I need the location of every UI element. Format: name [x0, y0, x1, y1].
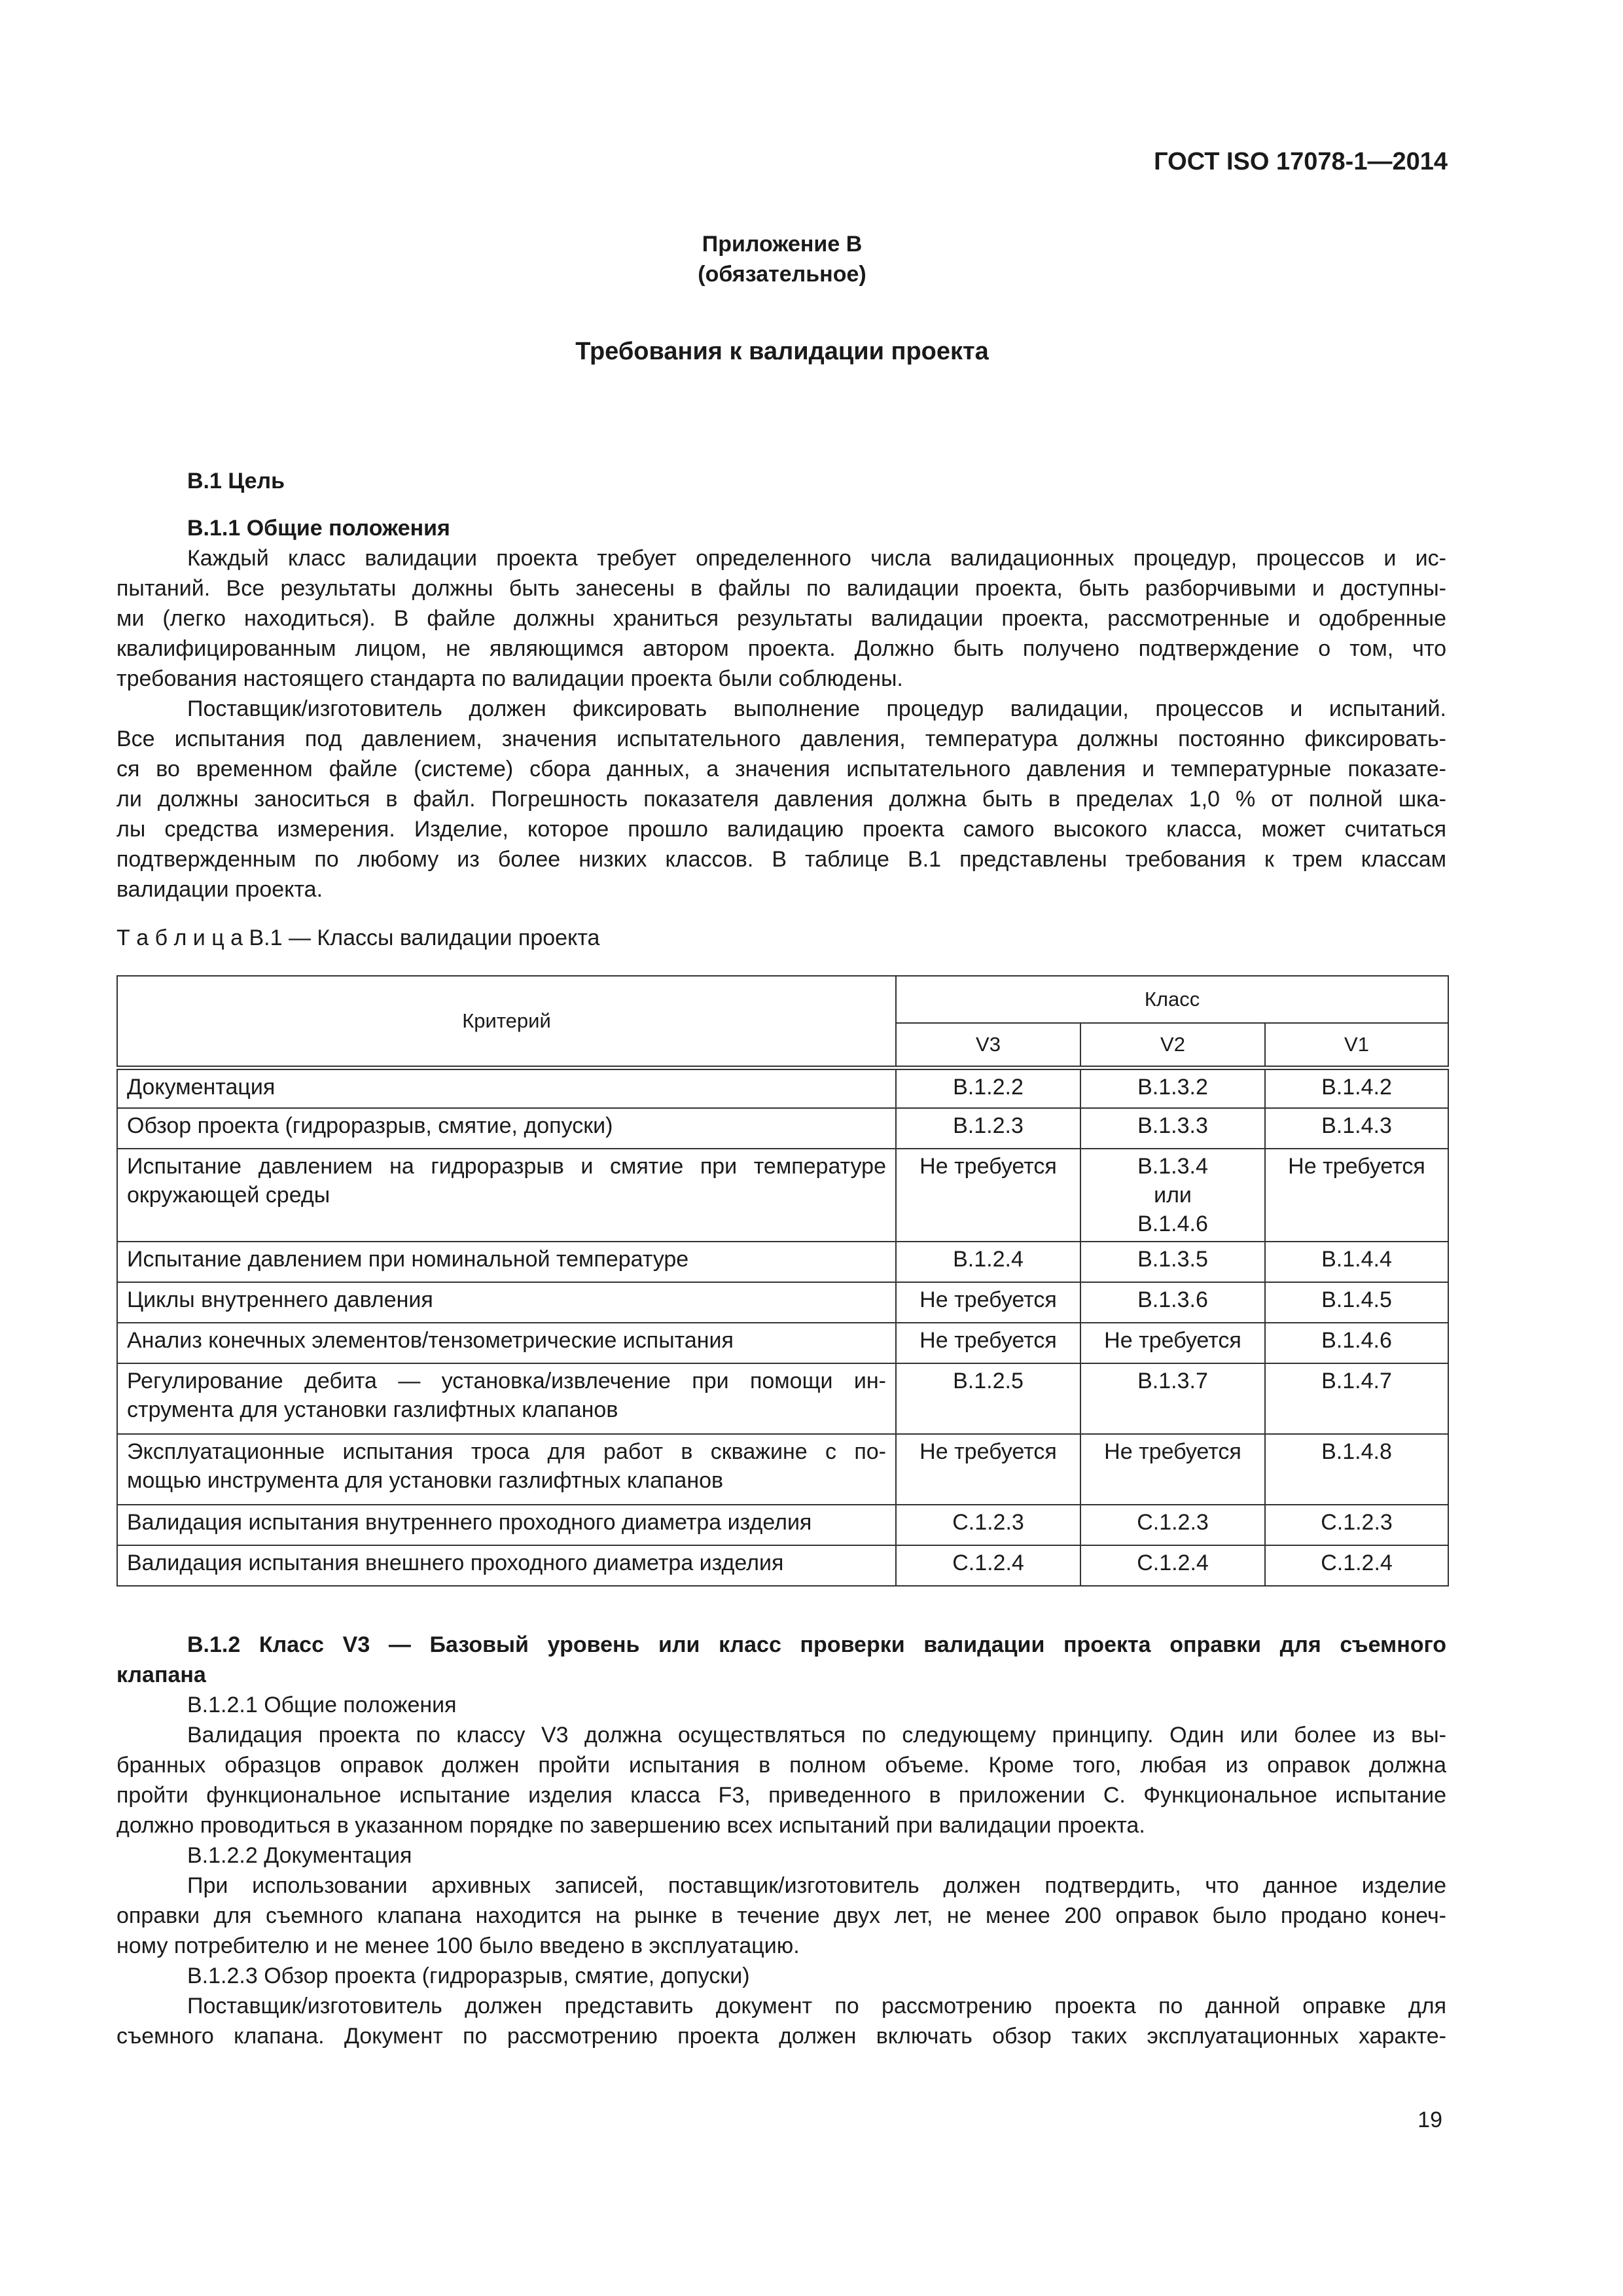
class-v1-cell-line: С.1.2.3 [1321, 1510, 1393, 1535]
class-v2-cell [1080, 1108, 1265, 1149]
b123-p-line: съемного клапана. Документ по рассмотрению проекта должен включать обзор таких эксплуатационных характе- [116, 2024, 1446, 2049]
class-v1-cell-line: В.1.4.3 [1321, 1113, 1392, 1138]
class-v3-cell [896, 1545, 1080, 1586]
class-v2-cell-line: В.1.3.4 [1137, 1154, 1208, 1179]
section-b123-title: В.1.2.3 Обзор проекта (гидроразрыв, смятие, допуски) [187, 1964, 750, 1988]
criterion-cell [117, 1363, 896, 1434]
class-v3-cell [896, 1282, 1080, 1323]
class-v2-cell [1080, 1545, 1265, 1586]
criterion-cell-line: Валидация испытания внешнего проходного диаметра изделия [127, 1551, 784, 1575]
class-v3-cell [896, 1067, 1080, 1108]
annex-heading: Требования к валидации проекта [575, 338, 989, 365]
class-v1-cell [1265, 1363, 1448, 1434]
class-v2-cell-line: В.1.4.6 [1137, 1211, 1208, 1236]
class-v3-cell-line: В.1.2.3 [953, 1113, 1024, 1138]
table-row [117, 1067, 1448, 1108]
criterion-cell-line: Испытание давлением на гидроразрыв и смятие при температуре [127, 1154, 886, 1179]
class-v1-cell-line: В.1.4.2 [1321, 1074, 1392, 1100]
class-v2-cell-line: или [1154, 1183, 1192, 1208]
class-v3-cell [896, 1363, 1080, 1434]
criterion-cell-line: Документация [127, 1074, 276, 1100]
criterion-cell-line: Регулирование дебита — установка/извлечение при помощи ин- [127, 1369, 886, 1393]
class-v3-cell [896, 1149, 1080, 1242]
class-v2-cell [1080, 1149, 1265, 1242]
class-v1-cell [1265, 1242, 1448, 1282]
criterion-cell-line: Эксплуатационные испытания троса для работ в скважине с по- [127, 1439, 886, 1464]
b121-p-line: бранных образцов оправок должен пройти испытания в полном объеме. Кроме того, любая из оправок должна [116, 1753, 1446, 1778]
criterion-cell-line: Испытание давлением при номинальной температуре [127, 1247, 689, 1272]
section-b11-title: В.1.1 Общие положения [187, 516, 450, 541]
class-v3-cell-line: Не требуется [919, 1328, 1057, 1353]
b11-p1-line: Каждый класс валидации проекта требует определенного числа валидационных процедур, процессов и ис- [187, 546, 1446, 571]
class-v2-cell-line: С.1.2.4 [1137, 1551, 1209, 1575]
criterion-cell [117, 1323, 896, 1363]
section-b122-title: В.1.2.2 Документация [187, 1843, 412, 1868]
class-v1-cell-line: В.1.4.7 [1321, 1369, 1392, 1393]
standard-number: ГОСТ ISO 17078-1—2014 [1154, 148, 1448, 175]
table-row [117, 1323, 1448, 1363]
criterion-cell [117, 1242, 896, 1282]
table-row [117, 1242, 1448, 1282]
class-v2-cell-line: В.1.3.2 [1137, 1074, 1208, 1100]
criterion-cell-line: мощью инструмента для установки газлифтных клапанов [127, 1468, 724, 1493]
criterion-cell [117, 1545, 896, 1586]
class-v3-cell [896, 1108, 1080, 1149]
criterion-cell [117, 1505, 896, 1545]
class-v1-cell [1265, 1282, 1448, 1323]
class-v3-cell [896, 1242, 1080, 1282]
class-v2-cell [1080, 1363, 1265, 1434]
class-v3-cell [896, 1505, 1080, 1545]
class-v2-cell-line: В.1.3.6 [1137, 1287, 1208, 1312]
class-v1-cell [1265, 1505, 1448, 1545]
table-body [117, 1067, 1448, 1586]
class-v2-cell [1080, 1505, 1265, 1545]
table-row [117, 1149, 1448, 1242]
class-v2-cell [1080, 1067, 1265, 1108]
criterion-cell-line: струмента для установки газлифтных клапанов [127, 1397, 618, 1422]
class-v1-cell-line: В.1.4.6 [1321, 1328, 1392, 1353]
section-b121-title: В.1.2.1 Общие положения [187, 1693, 457, 1717]
class-v1-cell [1265, 1067, 1448, 1108]
b11-p1-line: квалифицированным лицом, не являющимся автором проекта. Должно быть получено подтверждение о том, что [116, 636, 1446, 661]
table-row [117, 1282, 1448, 1323]
class-v2-cell-line: Не требуется [1104, 1328, 1241, 1353]
table-row [117, 1505, 1448, 1545]
b123-p-line: Поставщик/изготовитель должен представить документ по рассмотрению проекта по данной оправке для [187, 1994, 1446, 2018]
class-v2-cell [1080, 1282, 1265, 1323]
class-v2-cell [1080, 1242, 1265, 1282]
class-v1-cell [1265, 1323, 1448, 1363]
criterion-cell-line: Валидация испытания внутреннего проходного диаметра изделия [127, 1510, 812, 1535]
class-v3-cell-line: В.1.2.4 [953, 1247, 1024, 1272]
b11-p2-line: Поставщик/изготовитель должен фиксировать выполнение процедур валидации, процессов и испытаний. [187, 696, 1446, 721]
b11-p2-line: лы средства измерения. Изделие, которое прошло валидацию проекта самого высокого класса, может считаться [116, 817, 1446, 842]
annex-type: (обязательное) [698, 262, 866, 287]
table-row [117, 1434, 1448, 1505]
section-b12-title: В.1.2 Класс V3 — Базовый уровень или класс проверки валидации проекта оправки для съемного [187, 1632, 1446, 1657]
criterion-cell-line: окружающей среды [127, 1183, 330, 1208]
b121-p-line: пройти функциональное испытание изделия класса F3, приведенного в приложении С. Функциональное испытание [116, 1783, 1446, 1808]
b121-p-line: должно проводиться в указанном порядке по завершению всех испытаний при валидации проекта. [116, 1813, 1145, 1838]
b11-p2-line: подтвержденным по любому из более низких классов. В таблице В.1 представлены требования к трем классам [116, 847, 1446, 872]
class-v1-cell [1265, 1149, 1448, 1242]
b11-p1-line: требования настоящего стандарта по валидации проекта были соблюдены. [116, 666, 903, 691]
table-row [117, 1545, 1448, 1586]
table-caption-prefix: Т а б л и ц а [116, 925, 243, 950]
annex-title: Приложение В [702, 232, 863, 257]
table-row [117, 1363, 1448, 1434]
class-v3-cell-line: Не требуется [919, 1439, 1057, 1464]
table-caption-text: В.1 — Классы валидации проекта [243, 925, 600, 950]
b122-p-line: При использовании архивных записей, поставщик/изготовитель должен подтвердить, что данное изделие [187, 1873, 1446, 1898]
criterion-cell-line: Анализ конечных элементов/тензометрические испытания [127, 1328, 734, 1353]
header-class-v1: V1 [1265, 1023, 1448, 1067]
b11-p1-line: пытаний. Все результаты должны быть занесены в файлы по валидации проекта, быть разборчивыми и доступны- [116, 576, 1446, 601]
class-v3-cell-line: С.1.2.3 [952, 1510, 1024, 1535]
class-v1-cell-line: В.1.4.5 [1321, 1287, 1392, 1312]
criterion-cell [117, 1149, 896, 1242]
header-class-v3: V3 [896, 1023, 1080, 1067]
header-criterion: Критерий [117, 976, 896, 1067]
page-number: 19 [1418, 2108, 1442, 2132]
class-v2-cell-line: В.1.3.7 [1137, 1369, 1208, 1393]
class-v3-cell-line: Не требуется [919, 1154, 1057, 1179]
class-v1-cell [1265, 1434, 1448, 1505]
criterion-cell [117, 1108, 896, 1149]
class-v3-cell-line: В.1.2.5 [953, 1369, 1024, 1393]
criterion-cell-line: Обзор проекта (гидроразрыв, смятие, допуски) [127, 1113, 613, 1138]
b11-p2-line: Все испытания под давлением, значения испытательного давления, температура должны постоянно фиксировать- [116, 726, 1446, 751]
b11-p1-line: ми (легко находиться). В файле должны храниться результаты валидации проекта, рассмотренные и одобренные [116, 606, 1446, 631]
class-v2-cell-line: С.1.2.3 [1137, 1510, 1209, 1535]
b122-p-line: оправки для съемного клапана находится на рынке в течение двух лет, не менее 200 оправок было продано конеч- [116, 1903, 1446, 1928]
class-v1-cell-line: Не требуется [1288, 1154, 1425, 1179]
criterion-cell-line: Циклы внутреннего давления [127, 1287, 433, 1312]
criterion-cell [117, 1067, 896, 1108]
class-v3-cell-line: Не требуется [919, 1287, 1057, 1312]
header-class-v2: V2 [1080, 1023, 1265, 1067]
class-v1-cell [1265, 1545, 1448, 1586]
class-v1-cell-line: С.1.2.4 [1321, 1551, 1393, 1575]
criterion-cell [117, 1282, 896, 1323]
b121-p-line: Валидация проекта по классу V3 должна осуществляться по следующему принципу. Один или более из вы- [187, 1723, 1446, 1748]
class-v1-cell-line: В.1.4.4 [1321, 1247, 1392, 1272]
class-v1-cell-line: В.1.4.8 [1321, 1439, 1392, 1464]
class-v2-cell-line: В.1.3.3 [1137, 1113, 1208, 1138]
section-b12-title-cont: клапана [116, 1662, 206, 1687]
b11-p2-line: ся во временном файле (системе) сбора данных, а значения испытательного давления и температурные показате- [116, 757, 1446, 781]
class-v2-cell [1080, 1323, 1265, 1363]
class-v3-cell [896, 1323, 1080, 1363]
class-v1-cell [1265, 1108, 1448, 1149]
class-v3-cell [896, 1434, 1080, 1505]
class-v3-cell-line: В.1.2.2 [953, 1074, 1024, 1100]
section-b1-title: В.1 Цель [187, 469, 285, 493]
b11-p2-line: валидации проекта. [116, 877, 323, 902]
class-v3-cell-line: С.1.2.4 [952, 1551, 1024, 1575]
header-class: Класс [896, 976, 1448, 1023]
class-v2-cell [1080, 1434, 1265, 1505]
b122-p-line: ному потребителю и не менее 100 было введено в эксплуатацию. [116, 1933, 800, 1958]
class-v2-cell-line: Не требуется [1104, 1439, 1241, 1464]
criterion-cell [117, 1434, 896, 1505]
validation-classes-table [116, 975, 1449, 1587]
b11-p2-line: ли должны заноситься в файл. Погрешность показателя давления должна быть в пределах 1,0 % от полной шка- [116, 787, 1446, 812]
table-caption [116, 923, 599, 953]
class-v2-cell-line: В.1.3.5 [1137, 1247, 1208, 1272]
table-row [117, 1108, 1448, 1149]
